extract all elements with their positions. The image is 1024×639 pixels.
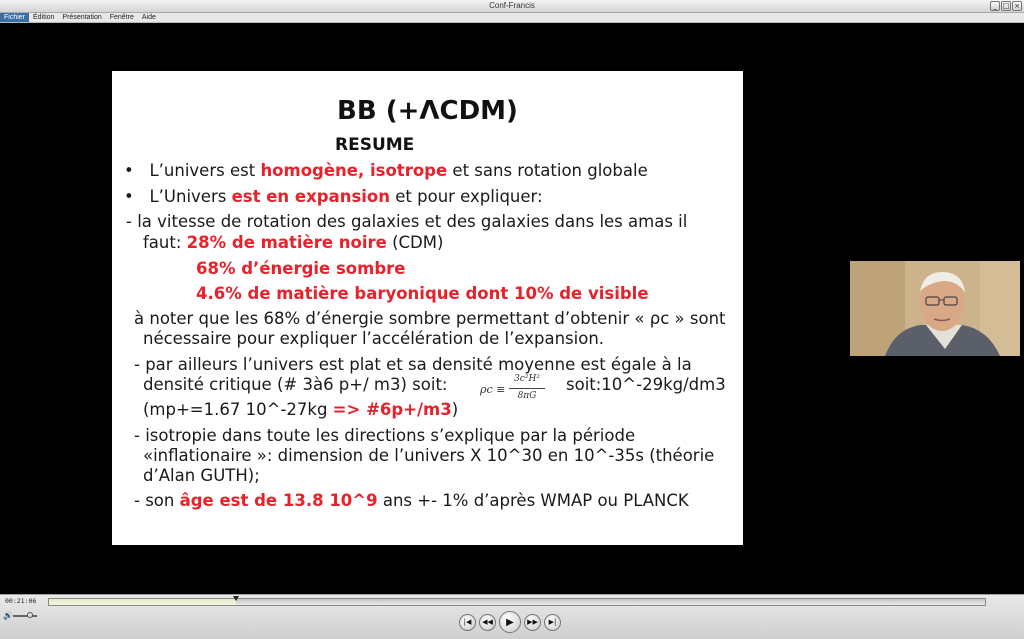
text: L’Univers (149, 187, 232, 206)
slide-line-10b: soit:10^-29kg/dm3 (566, 375, 726, 394)
fast-forward-button[interactable] (524, 614, 541, 631)
slide-line-3: - la vitesse de rotation des galaxies et des galaxies dans les amas il (126, 212, 688, 231)
play-button[interactable] (499, 611, 521, 633)
slide-line-7: à noter que les 68% d’énergie sombre permettant d’obtenir « ρc » sont (134, 309, 726, 328)
text: (mp+=1.67 10^-27kg (143, 400, 333, 419)
highlight: homogène, isotrope (260, 161, 448, 180)
slide-line-9: - par ailleurs l’univers est plat et sa densité moyenne est égale à la (134, 355, 692, 374)
fraction-bar (509, 388, 545, 389)
skip-start-icon: |◀ (463, 618, 472, 626)
skip-end-icon: ▶| (548, 618, 557, 626)
slide-line-15 (134, 491, 689, 511)
slide-line-8: nécessaire pour expliquer l’accélération de l’expansion. (143, 329, 605, 348)
bullet-icon: • (124, 187, 134, 206)
player-controls (0, 594, 1024, 639)
text: faut: (143, 233, 187, 252)
text: ans +- 1% d’après WMAP ou PLANCK (377, 491, 689, 510)
minimize-button[interactable]: _ (990, 1, 1000, 11)
slide-line-1 (124, 161, 648, 181)
volume-knob[interactable] (27, 612, 33, 618)
slide-line-2 (124, 187, 543, 207)
speaker-icon[interactable]: 🔊 (3, 611, 13, 620)
timecode-display: 00:21:06 (5, 597, 37, 605)
slide-line-10: densité critique (# 3à6 p+/ m3) soit: (143, 375, 448, 394)
close-button[interactable]: × (1012, 1, 1022, 11)
slide-line-6: 4.6% de matière baryonique dont 10% de visible (196, 284, 649, 303)
text: et sans rotation globale (447, 161, 648, 180)
volume-control[interactable] (3, 611, 43, 621)
slide-line-13: «inflationaire »: dimension de l’univers X 10^30 en 10^-35s (théorie (143, 446, 715, 465)
volume-track[interactable] (13, 615, 37, 617)
slide-line-11 (143, 400, 458, 420)
slide-line-5: 68% d’énergie sombre (196, 259, 406, 278)
slide-subtitle: RESUME (335, 135, 415, 155)
slide-line-12: - isotropie dans toute les directions s’explique par la période (134, 426, 636, 445)
menu-fichier[interactable]: Fichier (0, 13, 29, 22)
speaker-person-icon (850, 261, 1020, 356)
text: (CDM) (386, 233, 444, 252)
slide-title: BB (+ΛCDM) (337, 96, 518, 126)
text: - son (134, 491, 180, 510)
highlight: âge est de 13.8 10^9 (179, 491, 378, 510)
rewind-button[interactable] (479, 614, 496, 631)
formula-numerator: 3c²H² (514, 374, 540, 384)
play-icon: ▶ (506, 616, 514, 628)
menu-edition[interactable]: Édition (33, 14, 55, 21)
text: ) (451, 400, 459, 419)
text: et pour expliquer: (390, 187, 543, 206)
slide-line-4 (143, 233, 443, 253)
menu-aide[interactable]: Aide (141, 14, 156, 21)
highlight: est en expansion (231, 187, 391, 206)
speaker-webcam-video (850, 261, 1020, 356)
timeline-scrubber[interactable] (48, 598, 986, 606)
menu-bar (0, 13, 1024, 23)
transport-controls (459, 611, 561, 633)
highlight: 28% de matière noire (186, 233, 387, 252)
text: L’univers est (149, 161, 261, 180)
rewind-icon: ◀◀ (482, 618, 493, 626)
window-titlebar (0, 0, 1024, 13)
bullet-icon: • (124, 161, 134, 180)
maximize-button[interactable]: □ (1002, 2, 1010, 10)
fast-forward-icon: ▶▶ (527, 618, 538, 626)
formula-denominator: 8πG (517, 391, 537, 401)
window-title: Conf-Francis (489, 1, 535, 10)
video-area[interactable] (0, 23, 1024, 594)
skip-end-button[interactable] (544, 614, 561, 631)
playhead-icon[interactable] (233, 596, 239, 601)
menu-fenetre[interactable]: Fenêtre (109, 14, 134, 21)
menu-presentation[interactable]: Présentation (62, 14, 102, 21)
slide-line-14: d’Alan GUTH); (143, 466, 260, 485)
presentation-slide (112, 71, 743, 545)
formula-lhs: ρc ≡ (480, 383, 506, 396)
critical-density-formula (480, 371, 550, 411)
highlight: => #6p+/m3 (332, 400, 452, 419)
skip-start-button[interactable] (459, 614, 476, 631)
timeline-played (49, 599, 236, 605)
